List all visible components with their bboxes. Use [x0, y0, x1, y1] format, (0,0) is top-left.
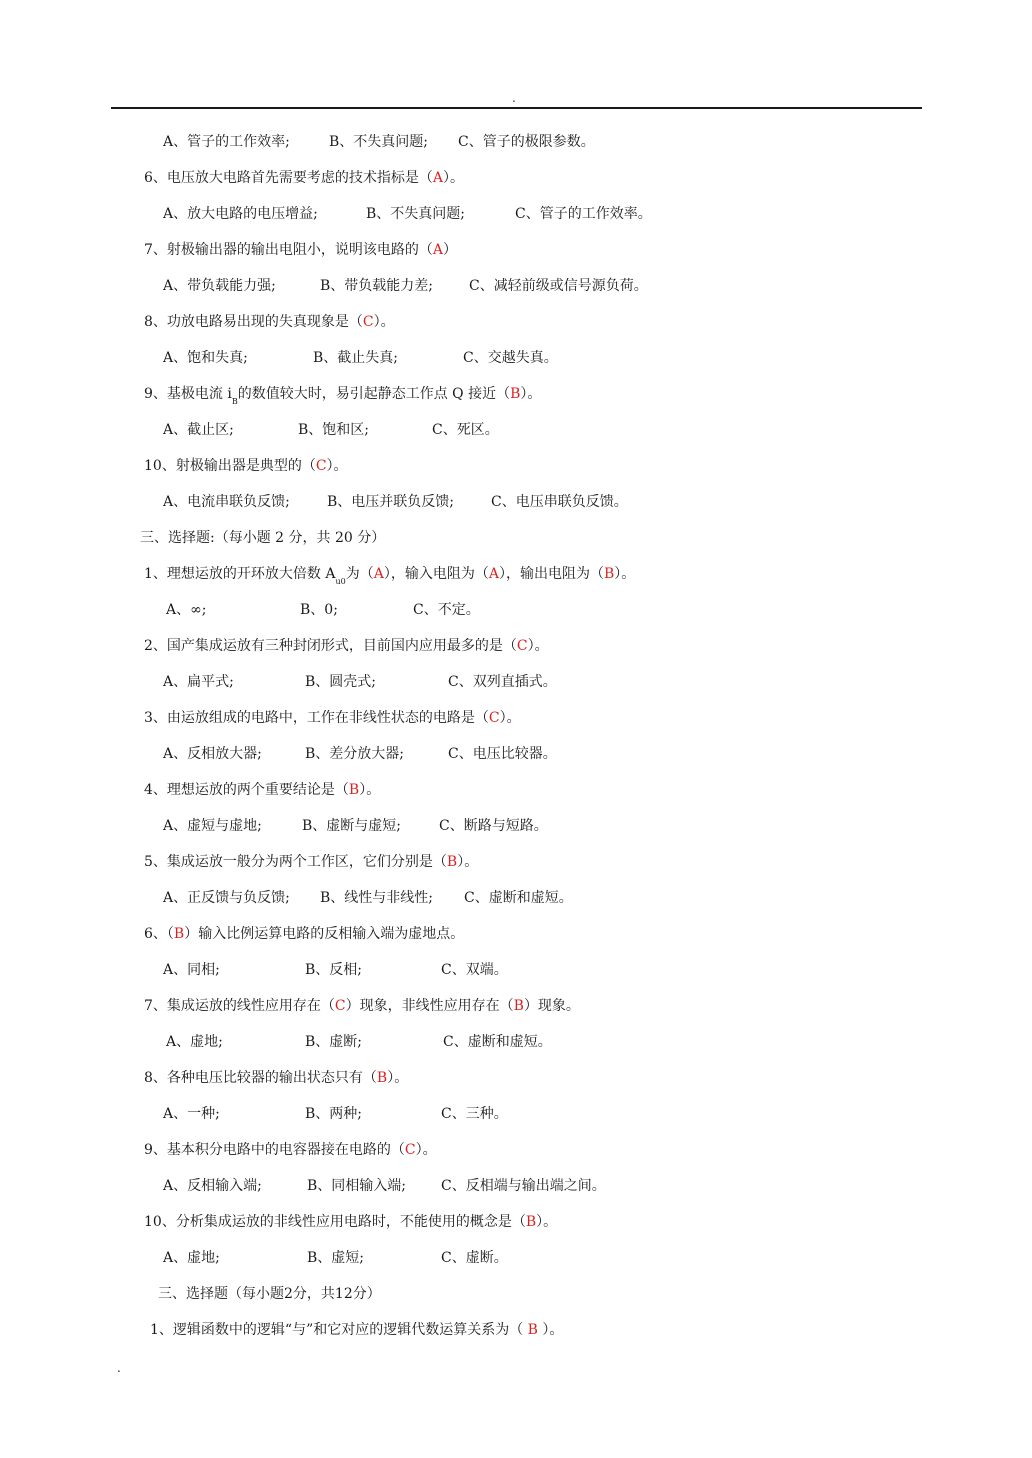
answer-option: B、饱和区;: [298, 422, 370, 438]
question-text: [144, 1140, 437, 1160]
question-text: [144, 996, 580, 1016]
answer-option: A、虚地;: [166, 1034, 223, 1050]
question-stem: ）。: [536, 1214, 558, 1230]
answer-option: C、死区。: [432, 422, 499, 438]
question-stem: 5、集成运放一般分为两个工作区，它们分别是（: [144, 854, 447, 870]
question-stem: ）: [443, 242, 458, 258]
answer-option: B、反相;: [305, 962, 363, 978]
answer-option: A、一种;: [163, 1106, 220, 1122]
answer-option: C、双列直插式。: [448, 674, 557, 690]
answer-mark: A: [432, 170, 444, 186]
answer-mark: B: [510, 386, 521, 402]
question-stem: 10、射极输出器是典型的（: [144, 458, 316, 474]
question-stem: ）。: [537, 1322, 564, 1338]
answer-option: A、电流串联负反馈;: [163, 494, 290, 510]
question-stem: ）现象。: [523, 998, 580, 1014]
question-text: [144, 924, 464, 944]
question-stem: 9、基本积分电路中的电容器接在电路的（: [144, 1142, 405, 1158]
question-stem: ）输入比例运算电路的反相输入端为虚地点。: [184, 926, 465, 942]
answer-option: B、带负载能力差;: [320, 278, 434, 294]
question-text: [144, 240, 457, 260]
question-stem: 6、电压放大电路首先需要考虑的技术指标是（: [144, 170, 433, 186]
answer-option: B、电压并联负反馈;: [327, 494, 455, 510]
answer-option: A、同相;: [163, 962, 220, 978]
answer-option: C、管子的工作效率。: [515, 206, 652, 222]
footer-dot: .: [117, 1361, 121, 1375]
question-stem: 8、功放电路易出现的失真现象是（: [144, 314, 363, 330]
question-stem: 7、射极输出器的输出电阻小，说明该电路的（: [144, 242, 433, 258]
answer-option: C、不定。: [413, 602, 480, 618]
answer-option: B、0;: [300, 602, 338, 618]
answer-option: A、正反馈与负反馈;: [163, 890, 290, 906]
answer-option: A、扁平式;: [163, 674, 234, 690]
answer-option: B、圆壳式;: [305, 674, 377, 690]
answer-option: B、不失真问题;: [366, 206, 466, 222]
question-stem: ）。: [387, 1070, 409, 1086]
answer-option: B、线性与非线性;: [320, 890, 434, 906]
question-stem: 9、基极电流 i: [144, 386, 232, 402]
question-stem: ）。: [443, 170, 465, 186]
answer-mark: C: [315, 458, 327, 474]
question-stem: ），输入电阻为（: [383, 566, 489, 582]
subscript: B: [231, 397, 238, 406]
answer-option: B、差分放大器;: [305, 746, 405, 762]
answer-mark: B: [348, 782, 360, 798]
answer-mark: A: [432, 242, 444, 258]
answer-option: A、管子的工作效率;: [163, 134, 290, 150]
answer-option: A、虚地;: [163, 1250, 220, 1266]
question-stem: ）。: [520, 386, 542, 402]
question-text: [144, 384, 541, 406]
answer-option: C、三种。: [441, 1106, 508, 1122]
question-stem: ）。: [326, 458, 348, 474]
answer-mark: B: [603, 566, 615, 582]
answer-option: B、不失真问题;: [329, 134, 429, 150]
answer-option: B、虚断与虚短;: [302, 818, 402, 834]
question-text: [144, 312, 395, 332]
question-text: [144, 564, 635, 586]
answer-option: C、虚断和虚短。: [443, 1034, 552, 1050]
answer-option: C、电压比较器。: [448, 746, 557, 762]
question-stem: 10、分析集成运放的非线性应用电路时，不能使用的概念是（: [144, 1214, 526, 1230]
question-stem: 1、理想运放的开环放大倍数 A: [144, 566, 336, 582]
question-stem: ）。: [359, 782, 381, 798]
subscript: u0: [335, 577, 346, 586]
question-stem: ），输出电阻为（: [498, 566, 604, 582]
answer-option: B、截止失真;: [313, 350, 399, 366]
question-stem: ）。: [415, 1142, 437, 1158]
section-heading: 三、选择题:（每小题 2 分，共 20 分）: [140, 530, 386, 546]
question-stem: ）。: [527, 638, 549, 654]
answer-option: C、虚断和虚短。: [464, 890, 573, 906]
question-stem: 7、集成运放的线性应用存在（: [144, 998, 335, 1014]
header-rule: [111, 107, 922, 109]
answer-option: B、虚断;: [305, 1034, 363, 1050]
question-text: [144, 780, 380, 800]
question-text: [144, 852, 478, 872]
answer-option: C、管子的极限参数。: [458, 134, 595, 150]
answer-option: C、虚断。: [441, 1250, 508, 1266]
answer-option: C、减轻前级或信号源负荷。: [469, 278, 648, 294]
answer-mark: C: [516, 638, 528, 654]
answer-option: B、虚短;: [307, 1250, 365, 1266]
answer-mark: B: [525, 1214, 537, 1230]
answer-option: A、放大电路的电压增益;: [163, 206, 318, 222]
answer-option: C、电压串联负反馈。: [491, 494, 628, 510]
answer-mark: C: [404, 1142, 416, 1158]
answer-option: C、断路与短路。: [439, 818, 548, 834]
question-stem: 的数值较大时，易引起静态工作点 Q 接近（: [237, 386, 511, 402]
answer-option: A、截止区;: [163, 422, 234, 438]
answer-option: A、∞;: [166, 602, 207, 618]
answer-option: B、两种;: [305, 1106, 363, 1122]
question-stem: ）。: [614, 566, 636, 582]
question-stem: ）。: [499, 710, 521, 726]
answer-mark: B: [446, 854, 458, 870]
answer-option: C、反相端与输出端之间。: [441, 1178, 606, 1194]
question-text: [144, 1212, 557, 1232]
question-stem: ）现象，非线性应用存在（: [345, 998, 514, 1014]
answer-mark: A: [488, 566, 499, 582]
question-text: [144, 1068, 408, 1088]
answer-mark: C: [334, 998, 346, 1014]
answer-mark: B: [513, 998, 524, 1014]
answer-option: A、饱和失真;: [163, 350, 248, 366]
answer-mark: C: [488, 710, 500, 726]
question-stem: 8、各种电压比较器的输出状态只有（: [144, 1070, 377, 1086]
question-stem: ）。: [373, 314, 395, 330]
question-stem: 4、理想运放的两个重要结论是（: [144, 782, 349, 798]
question-text: [144, 708, 521, 728]
answer-option: A、反相输入端;: [163, 1178, 262, 1194]
answer-option: C、交越失真。: [463, 350, 558, 366]
question-text: [150, 1320, 563, 1340]
question-stem: ）。: [457, 854, 479, 870]
question-stem: 3、由运放组成的电路中，工作在非线性状态的电路是（: [144, 710, 489, 726]
answer-option: B、同相输入端;: [307, 1178, 407, 1194]
answer-mark: B: [527, 1322, 538, 1338]
question-stem: 2、国产集成运放有三种封闭形式，目前国内应用最多的是（: [144, 638, 517, 654]
header-dot: .: [512, 91, 516, 105]
answer-mark: B: [376, 1070, 388, 1086]
answer-mark: C: [362, 314, 374, 330]
answer-mark: B: [173, 926, 185, 942]
answer-option: A、带负载能力强;: [163, 278, 276, 294]
question-stem: 为（: [345, 566, 374, 582]
answer-mark: A: [373, 566, 384, 582]
answer-option: A、虚短与虚地;: [163, 818, 262, 834]
question-text: [144, 636, 549, 656]
question-stem: 1、逻辑函数中的逻辑“与”和它对应的逻辑代数运算关系为（: [150, 1322, 528, 1338]
answer-option: A、反相放大器;: [163, 746, 262, 762]
answer-option: C、双端。: [441, 962, 508, 978]
question-text: [144, 168, 464, 188]
question-stem: 6、（: [144, 926, 174, 942]
section-heading: 三、选择题（每小题2分，共12分）: [158, 1286, 381, 1302]
question-text: [144, 456, 348, 476]
